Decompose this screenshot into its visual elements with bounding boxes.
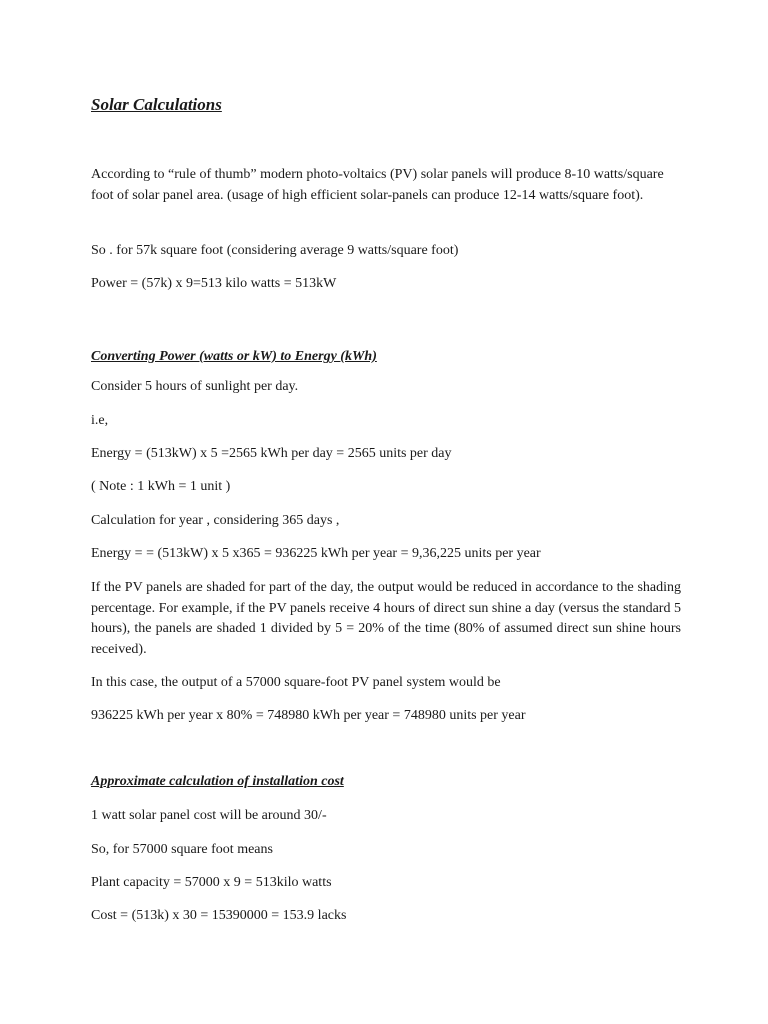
intro-57k-paragraph: So . for 57k square foot (considering average 9 watts/square foot) bbox=[91, 243, 459, 258]
cost-section-heading: Approximate calculation of installation cost bbox=[91, 774, 344, 789]
system-output-intro-paragraph: In this case, the output of a 57000 square-foot PV panel system would be bbox=[91, 675, 501, 690]
intro-rule-of-thumb-paragraph: According to “rule of thumb” modern photo-voltaics (PV) solar panels will produce 8-10 watts/square foot of solar panel area. (usage of high efficient solar-panels can produce 12-14 watts/square foot). bbox=[91, 167, 664, 203]
energy-section-heading: Converting Power (watts or kW) to Energy (kWh) bbox=[91, 349, 377, 364]
shaded-output-paragraph: 936225 kWh per year x 80% = 748980 kWh per year = 748980 units per year bbox=[91, 708, 526, 723]
plant-capacity-paragraph: Plant capacity = 57000 x 9 = 513kilo watts bbox=[91, 875, 332, 890]
watt-cost-paragraph: 1 watt solar panel cost will be around 30/- bbox=[91, 808, 327, 823]
unit-note-paragraph: ( Note : 1 kWh = 1 unit ) bbox=[91, 479, 231, 494]
power-calculation-paragraph: Power = (57k) x 9=513 kilo watts = 513kW bbox=[91, 276, 337, 291]
document-title: Solar Calculations bbox=[91, 95, 222, 114]
ie-paragraph: i.e, bbox=[91, 413, 109, 428]
sunlight-hours-paragraph: Consider 5 hours of sunlight per day. bbox=[91, 379, 299, 394]
year-calculation-paragraph: Calculation for year , considering 365 days , bbox=[91, 513, 340, 528]
square-foot-paragraph: So, for 57000 square foot means bbox=[91, 842, 273, 857]
total-cost-paragraph: Cost = (513k) x 30 = 15390000 = 153.9 lacks bbox=[91, 908, 347, 923]
energy-per-year-paragraph: Energy = = (513kW) x 5 x365 = 936225 kWh per year = 9,36,225 units per year bbox=[91, 546, 541, 561]
energy-per-day-paragraph: Energy = (513kW) x 5 =2565 kWh per day = 2565 units per day bbox=[91, 446, 452, 461]
shading-paragraph: If the PV panels are shaded for part of the day, the output would be reduced in accordance to the shading percentage. For example, if the PV panels receive 4 hours of direct sun shine a day (versus the standard 5 hours), the panels are shaded 1 divided by 5 = 20% of the time (80% of assumed direct sun shine hours received). bbox=[91, 580, 681, 657]
